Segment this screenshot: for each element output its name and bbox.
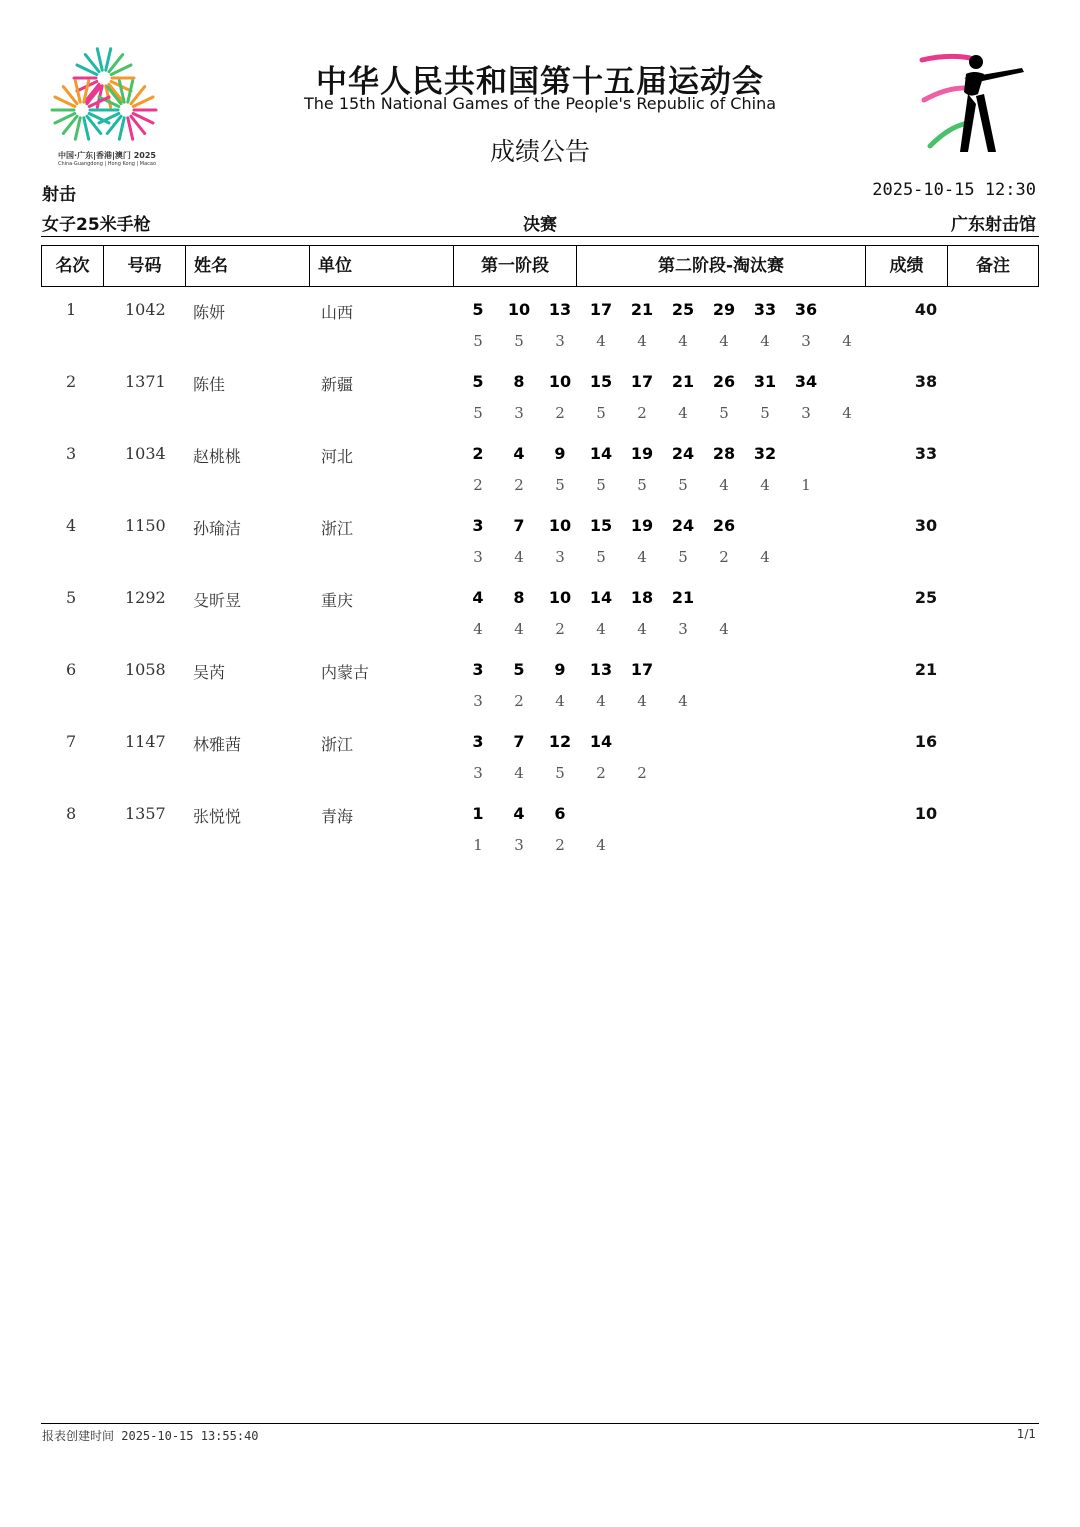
cumulative-score: 10 — [507, 300, 531, 319]
series-score: 5 — [719, 404, 729, 422]
bib-cell: 1147 — [125, 732, 166, 751]
cumulative-score: 17 — [630, 372, 654, 391]
cumulative-score: 9 — [554, 444, 566, 463]
name-cell: 吴芮 — [193, 663, 226, 682]
cumulative-score: 7 — [513, 732, 525, 751]
results-table-header — [41, 245, 1039, 287]
series-score: 3 — [473, 692, 483, 710]
result-cell: 40 — [914, 300, 938, 319]
cumulative-score: 34 — [794, 372, 818, 391]
table-row — [0, 732, 1080, 804]
series-score: 2 — [596, 764, 606, 782]
col-stage2: 第二阶段-淘汰赛 — [577, 246, 866, 286]
cumulative-score: 26 — [712, 516, 736, 535]
report-created — [42, 1427, 259, 1444]
series-score: 4 — [760, 332, 770, 350]
bib-cell: 1150 — [125, 516, 166, 535]
series-score: 4 — [760, 476, 770, 494]
series-score: 4 — [514, 764, 524, 782]
cumulative-score: 6 — [554, 804, 566, 823]
bib-cell: 1058 — [125, 660, 166, 679]
cumulative-score: 21 — [671, 372, 695, 391]
venue-name: 广东射击馆 — [951, 215, 1036, 235]
series-score: 3 — [473, 548, 483, 566]
series-score: 3 — [801, 404, 811, 422]
series-score: 5 — [473, 332, 483, 350]
cumulative-score: 3 — [472, 732, 484, 751]
page-title-en: The 15th National Games of the People's Republic of China — [303, 94, 777, 113]
col-unit: 单位 — [310, 246, 454, 286]
cumulative-score: 8 — [513, 588, 525, 607]
series-score: 3 — [555, 332, 565, 350]
col-bib: 号码 — [104, 246, 186, 286]
rank-cell: 4 — [66, 516, 77, 535]
result-cell: 30 — [914, 516, 938, 535]
name-cell: 赵桃桃 — [193, 447, 242, 466]
table-row — [0, 588, 1080, 660]
bib-cell: 1292 — [125, 588, 166, 607]
series-score: 2 — [555, 404, 565, 422]
series-score: 2 — [473, 476, 483, 494]
cumulative-score: 14 — [589, 444, 613, 463]
series-score: 4 — [678, 404, 688, 422]
cumulative-score: 18 — [630, 588, 654, 607]
result-cell: 10 — [914, 804, 938, 823]
table-row — [0, 300, 1080, 372]
col-stage1: 第一阶段 — [454, 246, 577, 286]
shooting-pictogram-icon — [918, 48, 1034, 158]
series-score: 4 — [637, 620, 647, 638]
col-rank: 名次 — [42, 246, 104, 286]
cumulative-score: 10 — [548, 516, 572, 535]
series-score: 4 — [719, 620, 729, 638]
logo-caption-en: China·Guangdong | Hong Kong | Macao — [57, 161, 157, 167]
bib-cell: 1042 — [125, 300, 166, 319]
header-divider — [41, 236, 1039, 237]
page-title: 中华人民共和国第十五届运动会 — [316, 64, 764, 100]
series-score: 5 — [555, 476, 565, 494]
cumulative-score: 3 — [472, 660, 484, 679]
name-cell: 张悦悦 — [193, 807, 242, 826]
table-row — [0, 444, 1080, 516]
series-score: 4 — [596, 836, 606, 854]
bib-cell: 1371 — [125, 372, 166, 391]
series-score: 5 — [678, 548, 688, 566]
cumulative-score: 5 — [513, 660, 525, 679]
cumulative-score: 21 — [630, 300, 654, 319]
event-name: 女子25米手枪 — [42, 215, 151, 235]
result-cell: 16 — [914, 732, 938, 751]
cumulative-score: 36 — [794, 300, 818, 319]
cumulative-score: 29 — [712, 300, 736, 319]
report-created-time: 2025-10-15 13:55:40 — [121, 1429, 259, 1443]
unit-cell: 山西 — [321, 303, 354, 322]
series-score: 5 — [678, 476, 688, 494]
name-cell: 孙瑜洁 — [193, 519, 242, 538]
results-notice-title: 成绩公告 — [489, 137, 590, 166]
series-score: 3 — [514, 836, 524, 854]
series-score: 4 — [473, 620, 483, 638]
series-score: 2 — [514, 476, 524, 494]
cumulative-score: 25 — [671, 300, 695, 319]
series-score: 5 — [760, 404, 770, 422]
series-score: 5 — [596, 548, 606, 566]
series-score: 3 — [801, 332, 811, 350]
event-datetime: 2025-10-15 12:30 — [872, 180, 1036, 200]
table-row — [0, 660, 1080, 732]
series-score: 2 — [637, 404, 647, 422]
cumulative-score: 10 — [548, 588, 572, 607]
cumulative-score: 19 — [630, 516, 654, 535]
cumulative-score: 1 — [472, 804, 484, 823]
rank-cell: 1 — [66, 300, 77, 319]
series-score: 5 — [596, 404, 606, 422]
series-score: 4 — [719, 476, 729, 494]
unit-cell: 浙江 — [321, 519, 354, 538]
cumulative-score: 31 — [753, 372, 777, 391]
series-score: 4 — [514, 548, 524, 566]
table-row — [0, 516, 1080, 588]
series-score: 3 — [678, 620, 688, 638]
cumulative-score: 26 — [712, 372, 736, 391]
cumulative-score: 24 — [671, 444, 695, 463]
series-score: 5 — [473, 404, 483, 422]
cumulative-score: 15 — [589, 516, 613, 535]
cumulative-score: 3 — [472, 516, 484, 535]
cumulative-score: 14 — [589, 588, 613, 607]
series-score: 3 — [473, 764, 483, 782]
cumulative-score: 10 — [548, 372, 572, 391]
col-remark: 备注 — [976, 256, 1010, 276]
series-score: 4 — [637, 692, 647, 710]
cumulative-score: 28 — [712, 444, 736, 463]
cumulative-score: 9 — [554, 660, 566, 679]
series-score: 2 — [719, 548, 729, 566]
series-score: 4 — [760, 548, 770, 566]
footer-divider — [41, 1423, 1039, 1424]
cumulative-score: 4 — [513, 804, 525, 823]
table-row — [0, 372, 1080, 444]
series-score: 2 — [555, 620, 565, 638]
unit-cell: 浙江 — [321, 735, 354, 754]
bib-cell: 1034 — [125, 444, 166, 463]
cumulative-score: 14 — [589, 732, 613, 751]
series-score: 4 — [637, 548, 647, 566]
bib-cell: 1357 — [125, 804, 166, 823]
series-score: 4 — [842, 404, 852, 422]
col-result: 成绩 — [866, 246, 948, 286]
cumulative-score: 13 — [548, 300, 572, 319]
cumulative-score: 8 — [513, 372, 525, 391]
series-score: 4 — [514, 620, 524, 638]
cumulative-score: 12 — [548, 732, 572, 751]
name-cell: 林雅茜 — [193, 735, 242, 754]
result-cell: 21 — [914, 660, 938, 679]
table-row — [0, 804, 1080, 876]
cumulative-score: 17 — [589, 300, 613, 319]
unit-cell: 内蒙古 — [321, 663, 370, 682]
cumulative-score: 2 — [472, 444, 484, 463]
series-score: 4 — [678, 332, 688, 350]
series-score: 4 — [842, 332, 852, 350]
series-score: 5 — [637, 476, 647, 494]
rank-cell: 2 — [66, 372, 77, 391]
series-score: 4 — [596, 620, 606, 638]
sport-label: 射击 — [42, 185, 76, 205]
cumulative-score: 15 — [589, 372, 613, 391]
series-score: 2 — [555, 836, 565, 854]
unit-cell: 青海 — [321, 807, 354, 826]
cumulative-score: 7 — [513, 516, 525, 535]
series-score: 1 — [473, 836, 483, 854]
name-cell: 陈妍 — [193, 303, 226, 322]
cumulative-score: 4 — [472, 588, 484, 607]
cumulative-score: 5 — [472, 372, 484, 391]
cumulative-score: 21 — [671, 588, 695, 607]
col-name: 姓名 — [186, 246, 310, 286]
rank-cell: 6 — [66, 660, 77, 679]
rank-cell: 8 — [66, 804, 77, 823]
series-score: 5 — [555, 764, 565, 782]
cumulative-score: 19 — [630, 444, 654, 463]
cumulative-score: 24 — [671, 516, 695, 535]
series-score: 5 — [596, 476, 606, 494]
cumulative-score: 17 — [630, 660, 654, 679]
series-score: 1 — [801, 476, 811, 494]
series-score: 3 — [555, 548, 565, 566]
cumulative-score: 33 — [753, 300, 777, 319]
cumulative-score: 4 — [513, 444, 525, 463]
series-score: 3 — [514, 404, 524, 422]
series-score: 2 — [637, 764, 647, 782]
unit-cell: 重庆 — [321, 591, 354, 610]
cumulative-score: 13 — [589, 660, 613, 679]
result-cell: 38 — [914, 372, 938, 391]
event-phase: 决赛 — [523, 215, 557, 235]
cumulative-score: 32 — [753, 444, 777, 463]
result-cell: 33 — [914, 444, 938, 463]
unit-cell: 新疆 — [321, 375, 354, 394]
name-cell: 殳昕昱 — [193, 591, 242, 610]
name-cell: 陈佳 — [193, 375, 226, 394]
series-score: 2 — [514, 692, 524, 710]
series-score: 4 — [596, 692, 606, 710]
rank-cell: 5 — [66, 588, 77, 607]
rank-cell: 3 — [66, 444, 77, 463]
report-created-label: 报表创建时间 — [42, 1429, 115, 1443]
logo-caption-cn: 中国·广东|香港|澳门 2025 — [58, 151, 156, 160]
result-cell: 25 — [914, 588, 938, 607]
rank-cell: 7 — [66, 732, 77, 751]
series-score: 4 — [596, 332, 606, 350]
series-score: 4 — [719, 332, 729, 350]
series-score: 5 — [514, 332, 524, 350]
cumulative-score: 5 — [472, 300, 484, 319]
series-score: 4 — [678, 692, 688, 710]
unit-cell: 河北 — [321, 447, 354, 466]
series-score: 4 — [555, 692, 565, 710]
page-number: 1/1 — [1016, 1427, 1036, 1441]
series-score: 4 — [637, 332, 647, 350]
